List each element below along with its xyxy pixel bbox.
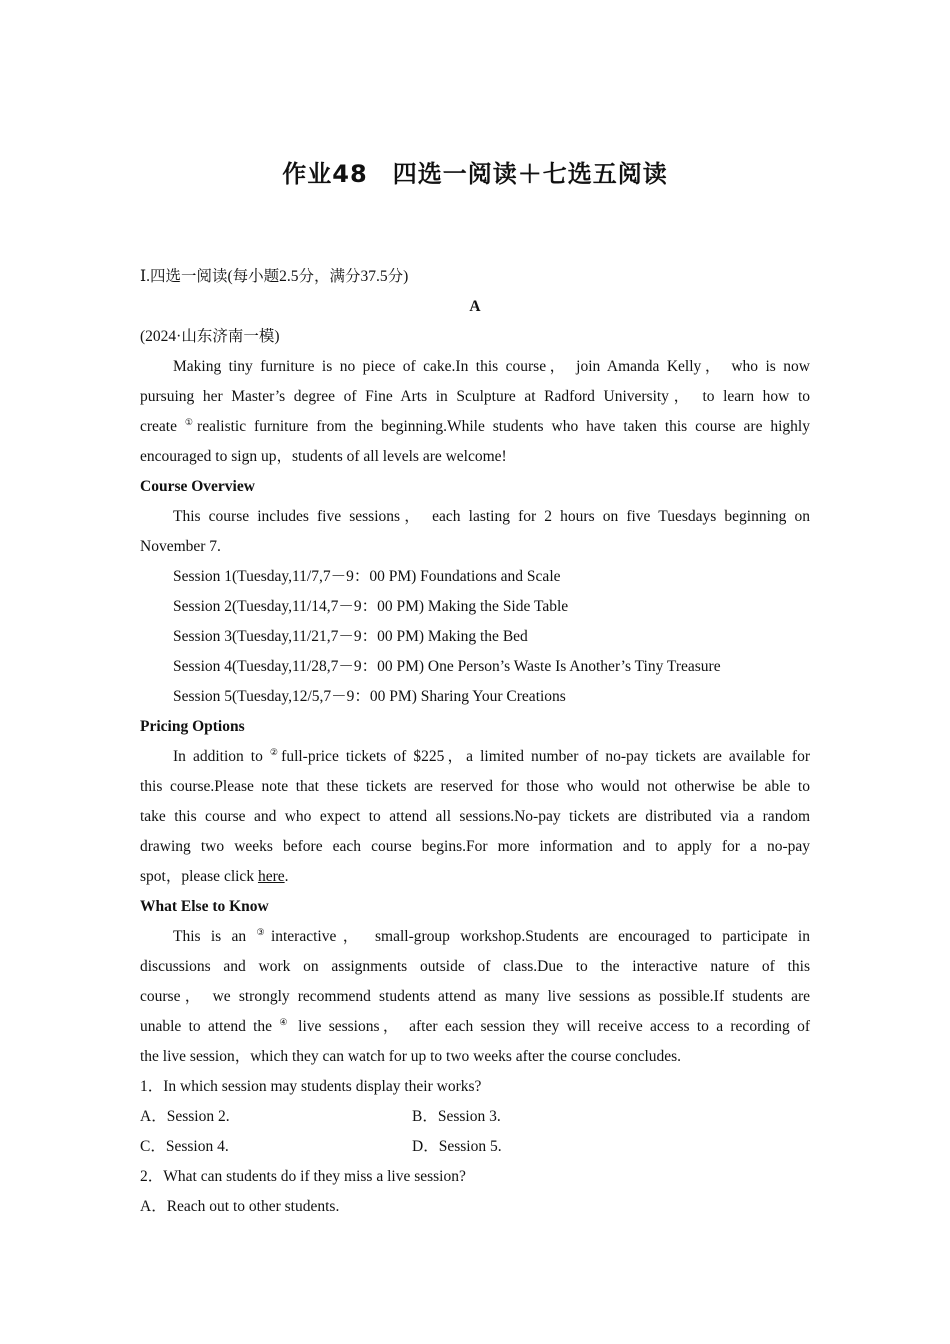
session-item: Session 1(Tuesday,11/7,7－9：00 PM) Foundations and Scale (173, 568, 561, 585)
pricing-options-heading: Pricing Options (140, 718, 245, 735)
text-line: This course includes five sessions， each lasting for 2 hours on five Tuesdays beginning on (173, 508, 810, 525)
option-c: C．Session 4. (140, 1138, 229, 1155)
annotation-marker-4: ④ (279, 1017, 291, 1027)
course-overview-heading: Course Overview (140, 478, 255, 495)
text-line: This is an ③interactive， small-group workshop.Students are encouraged to participate in (173, 927, 810, 945)
annotation-marker-3: ③ (256, 927, 271, 937)
text-line: In addition to ②full-price tickets of $225，a limited number of no-pay tickets are available for (173, 747, 810, 765)
session-item: Session 2(Tuesday,11/14,7－9：00 PM) Making the Side Table (173, 598, 569, 615)
here-link[interactable]: here (257, 868, 285, 885)
text-line: unable to attend the ④ live sessions， after each session they will receive access to a recording of (140, 1017, 810, 1035)
option-row (140, 1102, 810, 1132)
session-item: Session 4(Tuesday,11/28,7－9：00 PM) One Person’s Waste Is Another’s Tiny Treasure (173, 658, 721, 675)
text-line: the live session，which they can watch for up to two weeks after the course concludes. (140, 1048, 682, 1065)
text-line: Making tiny furniture is no piece of cake.In this course， join Amanda Kelly， who is now (173, 358, 810, 375)
option-row (140, 1132, 810, 1162)
overview-paragraph (140, 502, 810, 562)
page-title: 作业48 四选一阅读＋七选五阅读 (282, 160, 668, 188)
text-line: this course.Please note that these tickets are reserved for those who would not otherwise be able to (140, 778, 810, 795)
intro-paragraph (140, 352, 810, 472)
text-line: take this course and who expect to attend all sessions.No-pay tickets are distributed via a random (140, 808, 810, 825)
session-list (140, 562, 810, 712)
text-line: November 7. (140, 538, 221, 555)
option-a: A．Reach out to other students. (140, 1198, 340, 1215)
annotation-marker-2: ② (269, 747, 282, 757)
question-2 (140, 1162, 810, 1222)
option-d: D．Session 5. (412, 1138, 502, 1155)
text-line: discussions and work on assignments outside of class.Due to the interactive nature of this (140, 958, 810, 975)
session-item: Session 5(Tuesday,12/5,7－9：00 PM) Sharing Your Creations (173, 688, 566, 705)
session-item: Session 3(Tuesday,11/21,7－9：00 PM) Making the Bed (173, 628, 528, 645)
what-else-paragraph (140, 922, 810, 1072)
text-line: pursuing her Master’s degree of Fine Arts in Sculpture at Radford University， to learn how to (140, 388, 810, 405)
annotation-marker-1: ① (184, 417, 198, 427)
passage-source: (2024·山东济南一模) (140, 328, 280, 345)
text-line: spot，please click here. (140, 868, 289, 885)
question-stem: 1．In which session may students display their works? (140, 1078, 482, 1095)
text-line: course， we strongly recommend students attend as many live sessions as possible.If students are (140, 988, 810, 1005)
pricing-paragraph (140, 742, 810, 892)
what-else-heading: What Else to Know (140, 898, 269, 915)
option-a: A．Session 2. (140, 1108, 230, 1125)
text-line: encouraged to sign up，students of all levels are welcome! (140, 448, 507, 465)
section-header: Ⅰ.四选一阅读(每小题2.5分，满分37.5分) (140, 268, 409, 285)
document-body (140, 262, 810, 1222)
text-line: drawing two weeks before each course begins.For more information and to apply for a no-pay (140, 838, 810, 855)
question-stem: 2．What can students do if they miss a live session? (140, 1168, 466, 1185)
option-b: B．Session 3. (412, 1108, 501, 1125)
text-line: create ①realistic furniture from the beginning.While students who have taken this course are highly (140, 417, 810, 435)
question-1 (140, 1072, 810, 1162)
passage-label: A (469, 298, 481, 315)
